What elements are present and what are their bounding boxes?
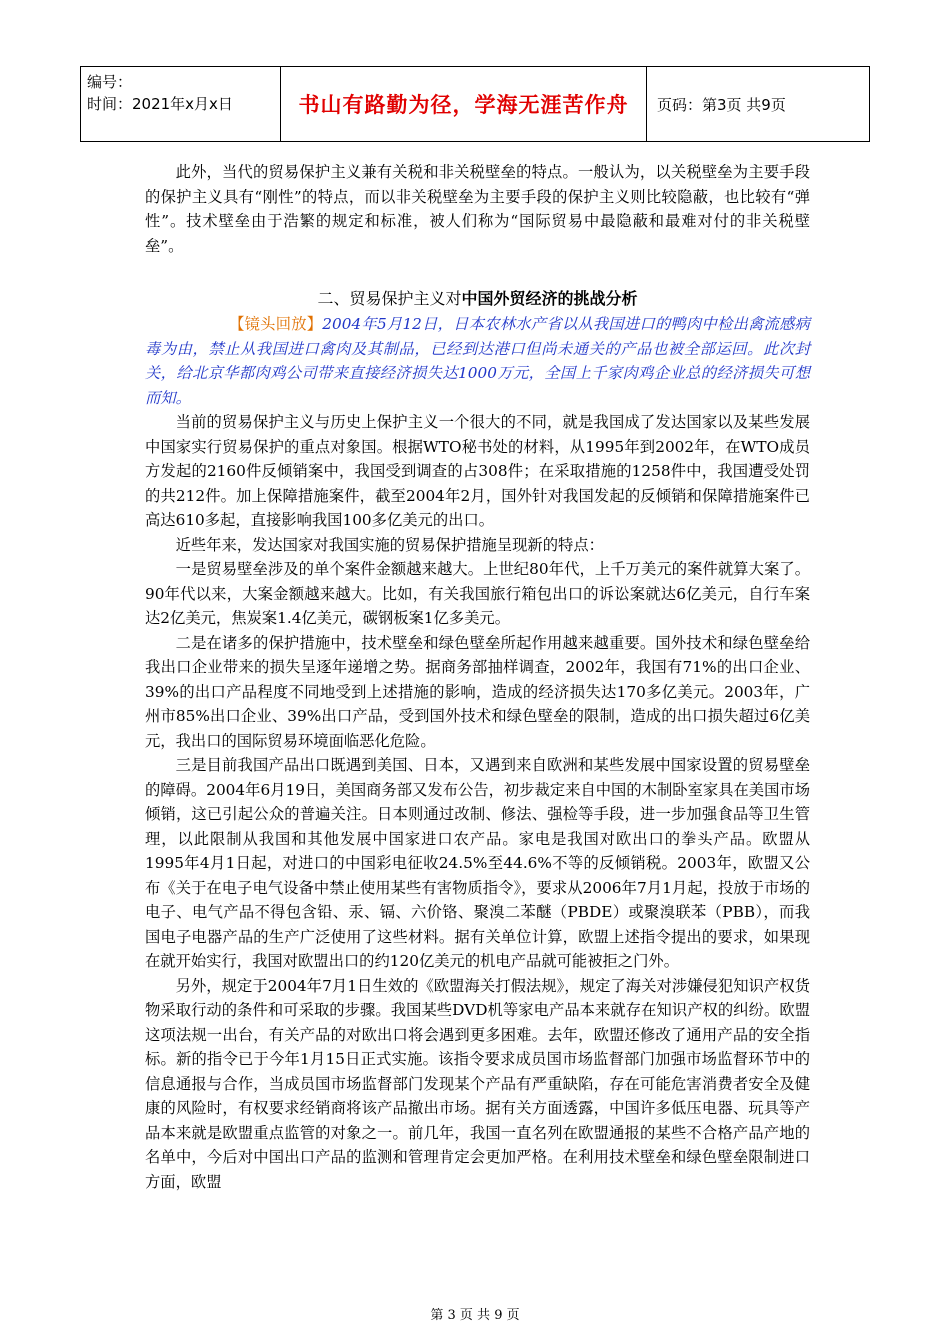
page-footer: 第 3 页 共 9 页 — [430, 1308, 520, 1323]
page-header — [80, 66, 870, 142]
paragraph-intro: 此外，当代的贸易保护主义兼有关税和非关税壁垒的特点。一般认为，以关税壁垒为主要手段的保护主义具有“刚性”的特点，而以非关税壁垒为主要手段的保护主义则比较隐蔽，也比较有“弹性”。技术壁垒由于浩繁的规定和标准，被人们称为“国际贸易中最隐蔽和最难对付的非关税壁垒”。 — [145, 163, 810, 255]
case-replay — [145, 312, 810, 410]
header-motto: 书山有路勤为径，学海无涯苦作舟 — [281, 67, 647, 141]
paragraph-2: 近些年来，发达国家对我国实施的贸易保护措施呈现新的特点： — [175, 535, 604, 554]
paragraph-1: 当前的贸易保护主义与历史上保护主义一个很大的不同，就是我国成了发达国家以及某些发展中国家实行贸易保护的重点对象国。根据WTO秘书处的材料，从1995年到2002年，在WTO成员方发起的2160件反倾销案中，我国受到调查的占308件；在采取措施的1258件中，我国遭受处罚的共212件。加上保障措施案件，截至2004年2月，国外针对我国发起的反倾销和保障措施案件已高达610多起，直接影响我国100多亿美元的出口。 — [145, 413, 810, 529]
heading-prefix: 二、贸易保护主义对 — [317, 289, 462, 308]
paragraph-6: 另外，规定于2004年7月1日生效的《欧盟海关打假法规》，规定了海关对涉嫌侵犯知识产权货物采取行动的条件和可采取的步骤。我国某些DVD机等家电产品本来就存在知识产权的纠纷。欧盟这项法规一出台，有关产品的对欧出口将会遇到更多困难。去年，欧盟还修改了通用产品的安全指标。新的指令已于今年1月15日正式实施。该指令要求成员国市场监督部门加强市场监督环节中的信息通报与合作，当成员国市场监督部门发现某个产品有严重缺陷，存在可能危害消费者安全及健康的风险时，有权要求经销商将该产品撤出市场。据有关方面透露，中国许多低压电器、玩具等产品本来就是欧盟重点监管的对象之一。前几年，我国一直名列在欧盟通报的某些不合格产品产地的名单中，今后对中国出口产品的监测和管理肯定会更加严格。在利用技术壁垒和绿色壁垒限制进口方面，欧盟 — [145, 976, 810, 1191]
spacer — [145, 258, 810, 282]
time-label: 时间：2021年x月x日 — [87, 95, 233, 113]
paragraph-3: 一是贸易壁垒涉及的单个案件金额越来越大。上世纪80年代，上千万美元的案件就算大案了。90年代以来，大案金额越来越大。比如，有关我国旅行箱包出口的诉讼案就达6亿美元，自行车案达2亿美元，焦炭案1.4亿美元，碳钢板案1亿多美元。 — [145, 560, 810, 627]
number-label: 编号： — [87, 73, 133, 91]
document-body — [145, 160, 810, 1194]
case-text: 2004年5月12日，日本农林水产省以从我国进口的鸭肉中检出禽流感病毒为由，禁止从我国进口禽肉及其制品，已经到达港口但尚未通关的产品也被全部运回。此次封关，给北京华都肉鸡公司带来直接经济损失达1000万元，全国上千家肉鸡企业总的经济损失可想而知。 — [145, 315, 810, 407]
header-meta — [81, 67, 281, 141]
paragraph-5: 三是目前我国产品出口既遇到美国、日本，又遇到来自欧洲和某些发展中国家设置的贸易壁垒的障碍。2004年6月19日，美国商务部又发布公告，初步裁定来自中国的木制卧室家具在美国市场倾销，这已引起公众的普遍关注。日本则通过改制、修法、强检等手段，进一步加强食品等卫生管理，以此限制从我国和其他发展中国家进口农产品。家电是我国对欧出口的拳头产品。欧盟从1995年4月1日起，对进口的中国彩电征收24.5%至44.6%不等的反倾销税。2003年，欧盟又公布《关于在电子电气设备中禁止使用某些有害物质指令》，要求从2006年7月1月起，投放于市场的电子、电气产品不得包含铅、汞、镉、六价铬、聚溴二苯醚（PBDE）或聚溴联苯（PBB），而我国电子电器产品的生产广泛使用了这些材料。据有关单位计算，欧盟上述指令提出的要求，如果现在就开始实行，我国对欧盟出口的约120亿美元的机电产品就可能被拒之门外。 — [145, 756, 810, 970]
paragraph-4: 二是在诸多的保护措施中，技术壁垒和绿色壁垒所起作用越来越重要。国外技术和绿色壁垒给我出口企业带来的损失呈逐年递增之势。据商务部抽样调查，2002年，我国有71%的出口企业、39%的出口产品程度不同地受到上述措施的影响，造成的经济损失达170多亿美元。2003年，广州市85%出口企业、39%出口产品，受到国外技术和绿色壁垒的限制，造成的出口损失超过6亿美元，我出口的国际贸易环境面临恶化危险。 — [145, 633, 810, 750]
heading-bold: 中国外贸经济的挑战分析 — [461, 289, 638, 308]
case-tag: 【镜头回放】 — [229, 315, 323, 333]
header-page-code: 页码：第3页 共9页 — [657, 95, 786, 114]
section-heading — [145, 286, 810, 312]
